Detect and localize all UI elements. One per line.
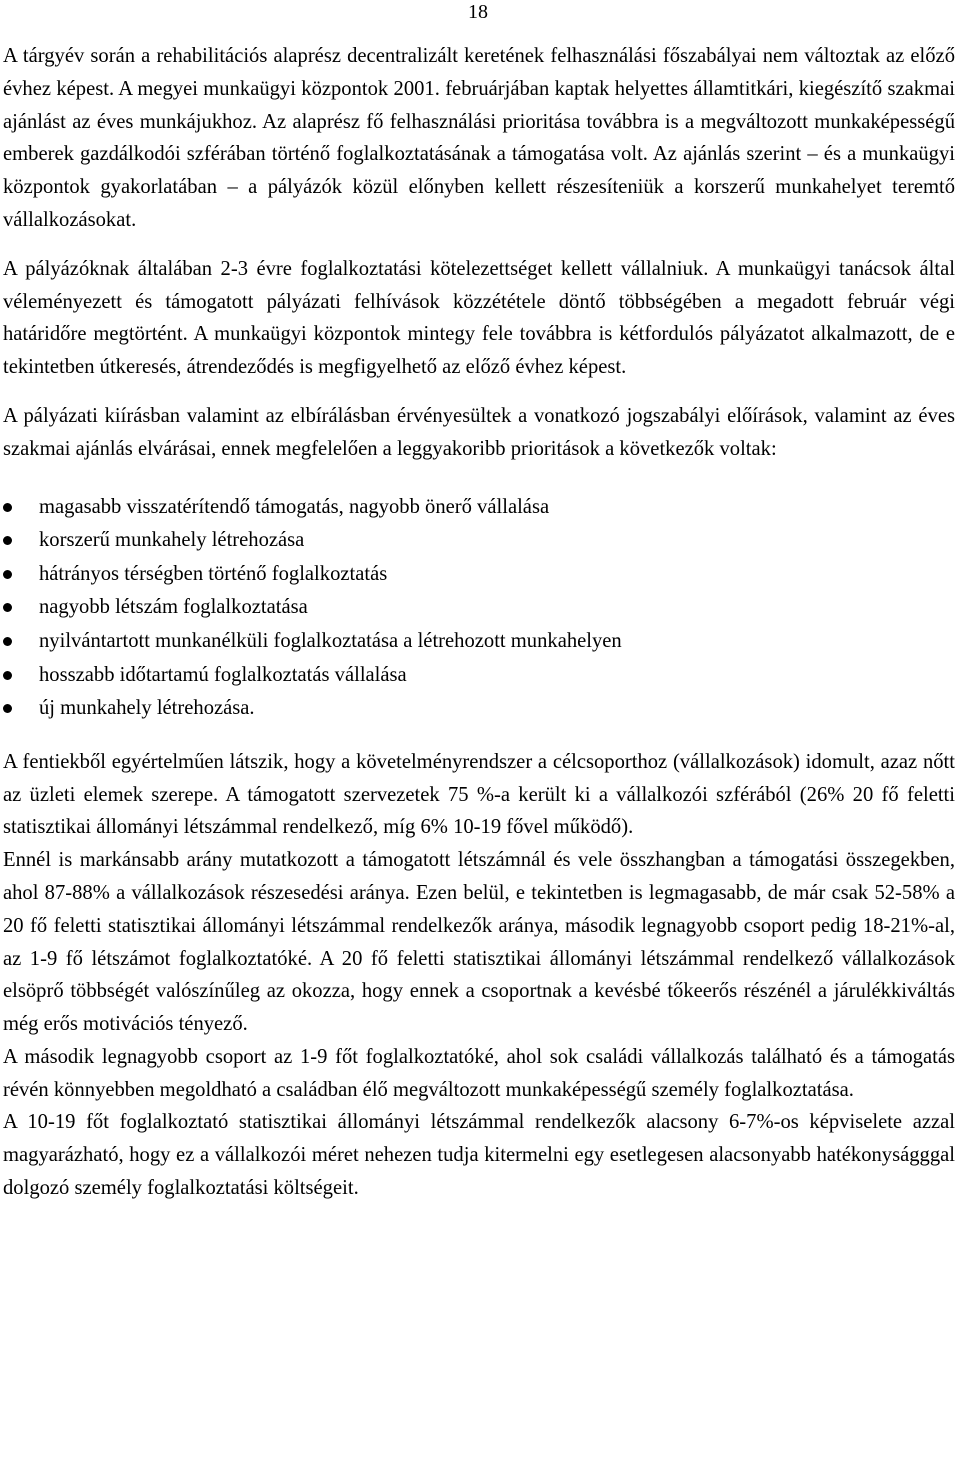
paragraph-gap <box>3 466 955 491</box>
page-number: 18 <box>468 1 488 23</box>
bullet-icon <box>3 570 12 579</box>
document-body <box>3 40 955 1205</box>
bullet-icon <box>3 536 12 545</box>
list-item-text: nagyobb létszám foglalkoztatása <box>39 596 308 619</box>
paragraph-rehabilitation-rules: A tárgyév során a rehabilitációs alaprész decentralizált keretének felhasználási főszabályai nem változtak az előző évhez képest. A megyei munkaügyi központok 2001. februárjában kaptak helyettes államtitkári, kiegészítő szakmai ajánlást az éves munkájukhoz. Az alaprész fő felhasználási prioritása továbbra is a megváltozott munkaképességű emberek gazdálkodói szférában történő foglalkoztatásának a támogatása volt. Az ajánlás szerint – és a munkaügyi központok gyakorlatában – a pályázók közül előnyben kellett részesíteniük a korszerű munkahelyet teremtő vállalkozásokat. <box>3 45 955 231</box>
paragraph-gap <box>3 237 955 253</box>
list-item <box>3 591 955 625</box>
list-item <box>3 692 955 726</box>
paragraph-small-enterprises: A 10-19 főt foglalkoztató statisztikai állományi létszámmal rendelkezők alacsony 6-7%-os képviselete azzal magyarázható, hogy ez a vállalkozói méret nehezen tudja kitermelni egy esetlegesen alacsonyabb hatékonyságggal dolgozó személy foglalkoztatási költségeit. <box>3 1111 955 1200</box>
bullet-icon <box>3 704 12 713</box>
bullet-icon <box>3 503 12 512</box>
list-item <box>3 558 955 592</box>
bullet-icon <box>3 637 12 646</box>
bullet-icon <box>3 671 12 680</box>
list-item <box>3 659 955 693</box>
list-item-text: hátrányos térségben történő foglalkoztatás <box>39 562 388 585</box>
list-item <box>3 625 955 659</box>
paragraph-employment-obligation: A pályázóknak általában 2-3 évre foglalkoztatási kötelezettséget kellett vállalniuk. A munkaügyi tanácsok által véleményezett és támogatott pályázati felhívások közzététele döntő többségében a megadott február végi határidőre megtörtént. A munkaügyi központok mintegy fele továbbra is kétfordulós pályázatot alkalmazott, de e tekintetben útkeresés, átrendeződés is megfigyelhető az előző évhez képest. <box>3 257 955 379</box>
list-item-text: új munkahely létrehozása. <box>39 697 255 720</box>
paragraph-gap <box>3 726 955 746</box>
list-item <box>3 491 955 525</box>
list-item-text: nyilvántartott munkanélküli foglalkoztatása a létrehozott munkahelyen <box>39 629 622 652</box>
paragraph-gap <box>3 384 955 400</box>
bullet-icon <box>3 603 12 612</box>
priorities-list <box>3 491 955 726</box>
list-item <box>3 524 955 558</box>
paragraph-supported-headcount: Ennél is markánsabb arány mutatkozott a támogatott létszámnál és vele összhangban a támogatási összegekben, ahol 87-88% a vállalkozások részesedési aránya. Ezen belül, e tekintetben is legmagasabb, de már csak 52-58% a 20 fő feletti statisztikai állományi létszámmal rendelkezők aránya, második legnagyobb csoport pedig 18-21%-al, az 1-9 fő létszámot foglalkoztatóké. A 20 fő feletti statisztikai állományi létszámmal rendelkező vállalkozások elsöprő többségét valószínűleg az okozza, hogy ennek a csoportnak a kevésbé tőkeerős részénél a járulékkiváltás még erős motivációs tényező. <box>3 849 955 1036</box>
list-item-text: magasabb visszatérítendő támogatás, nagyobb önerő vállalása <box>39 495 550 518</box>
paragraph-second-largest-group: A második legnagyobb csoport az 1-9 főt foglalkoztatóké, ahol sok családi vállalkozás található és a támogatás révén könnyebben megoldható a családban élő megváltozott munkaképességű személy foglalkoztatása. <box>3 1045 955 1101</box>
list-item-text: korszerű munkahely létrehozása <box>39 529 305 552</box>
list-item-text: hosszabb időtartamú foglalkoztatás vállalása <box>39 663 407 686</box>
paragraph-priorities-intro: A pályázati kiírásban valamint az elbírálásban érvényesültek a vonatkozó jogszabályi előírások, valamint az éves szakmai ajánlás elvárásai, ennek megfelelően a leggyakoribb prioritások a következők voltak: <box>3 404 955 460</box>
paragraph-requirements-conclusion: A fentiekből egyértelműen látszik, hogy a követelményrendszer a célcsoporthoz (vállalkozások) idomult, azaz nőtt az üzleti elemek szerepe. A támogatott szervezetek 75 %-a került ki a vállalkozói szférából (26% 20 fő feletti statisztikai állományi létszámmal rendelkező, míg 6% 10-19 fővel működő). <box>3 750 955 839</box>
